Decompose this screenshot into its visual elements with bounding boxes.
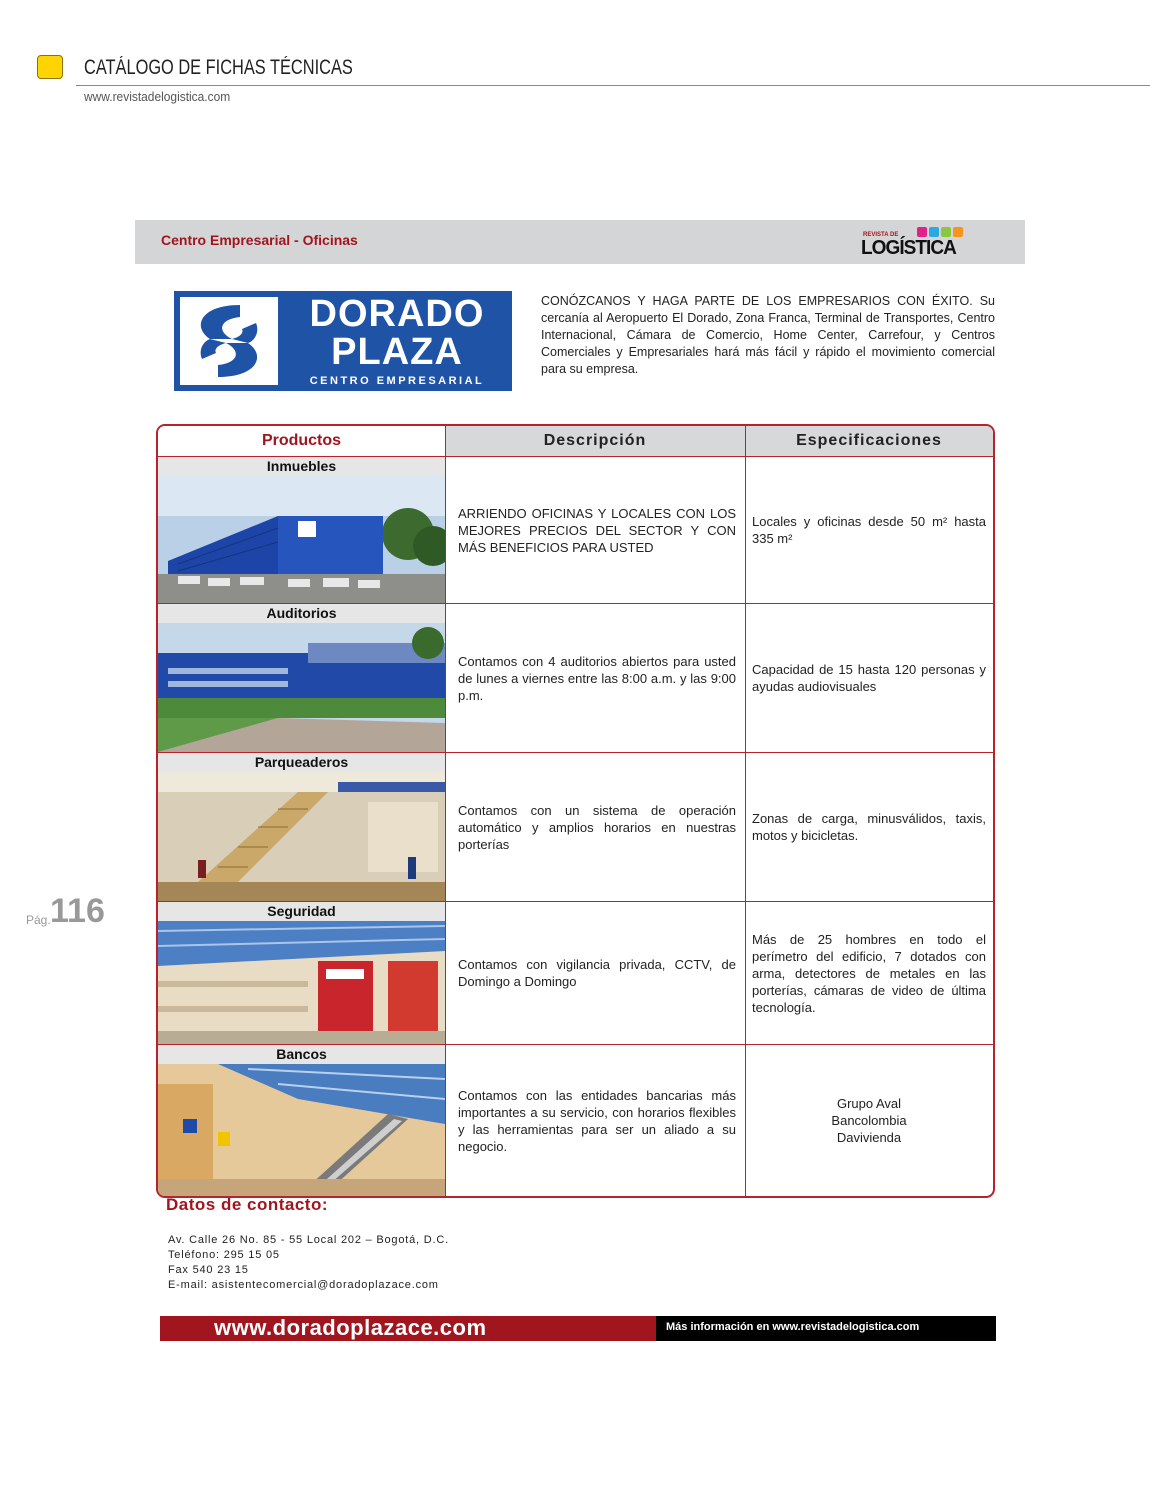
magazine-logo-small: REVISTA DE — [863, 232, 899, 238]
building-photo — [158, 476, 445, 603]
magazine-logo — [861, 226, 981, 260]
contact-fax: Fax 540 23 15 — [168, 1264, 249, 1276]
auditorium-photo — [158, 623, 445, 752]
spec-cell: Capacidad de 15 hasta 120 personas y ayudas audiovisuales — [752, 662, 986, 694]
contact-phone: Teléfono: 295 15 05 — [168, 1249, 280, 1261]
logo-name-line1: DORADO — [309, 293, 485, 335]
bank-name: Grupo Aval — [836, 1096, 902, 1111]
product-label: Parqueaderos — [158, 753, 445, 772]
catalog-title: CATÁLOGO DE FICHAS TÉCNICAS — [84, 56, 353, 79]
product-label: Inmuebles — [158, 457, 445, 476]
s-swirl-icon — [180, 297, 278, 385]
spec-cell: Zonas de carga, minusválidos, taxis, motos y bicicletas. — [752, 811, 986, 843]
header-divider — [76, 85, 1150, 86]
header-descripcion: Descripción — [445, 426, 745, 456]
description-cell: ARRIENDO OFICINAS Y LOCALES CON LOS MEJORES PRECIOS DEL SECTOR Y CON MÁS BENEFICIOS PARA USTED — [458, 505, 736, 555]
description-cell: Contamos con 4 auditorios abiertos para usted de lunes a viernes entre las 8:00 a.m. y las 9:00 p.m. — [458, 653, 736, 703]
website-link[interactable]: www.doradoplazace.com — [214, 1315, 487, 1340]
contact-address: Av. Calle 26 No. 85 - 55 Local 202 – Bogotá, D.C. — [168, 1234, 449, 1246]
section-band — [135, 220, 1025, 264]
bank-name: Bancolombia — [831, 1113, 907, 1128]
column-divider — [445, 426, 446, 1196]
table-row — [158, 457, 445, 603]
logo-name-line2: PLAZA — [331, 331, 463, 373]
spec-cell: Locales y oficinas desde 50 m² hasta 335 m² — [752, 514, 986, 546]
contact-title: Datos de contacto: — [166, 1195, 329, 1214]
product-label: Seguridad — [158, 902, 445, 921]
header-productos: Productos — [158, 426, 445, 456]
header-url[interactable]: www.revistadelogistica.com — [84, 89, 231, 104]
table-row — [158, 753, 445, 901]
dorado-plaza-logo — [174, 291, 512, 391]
logo-emblem — [180, 297, 278, 385]
header-especificaciones: Especificaciones — [745, 426, 993, 456]
logo-square-icon — [917, 227, 927, 237]
description-cell: Contamos con un sistema de operación automático y amplios horarios en nuestras porterías — [458, 802, 736, 852]
logo-square-icon — [929, 227, 939, 237]
website-bar — [160, 1316, 656, 1341]
products-table — [156, 424, 995, 1198]
spec-cell: Más de 25 hombres en todo el perímetro del edificio, 7 dotados con arma, detectores de metales en las porterías, cámaras de video de última tecnología. — [752, 931, 986, 1015]
table-row — [158, 604, 445, 752]
contact-email[interactable]: E-mail: asistentecomercial@doradoplazace.com — [168, 1279, 439, 1291]
table-row — [158, 1045, 445, 1196]
banks-photo — [158, 1064, 445, 1196]
description-cell: Contamos con vigilancia privada, CCTV, de Domingo a Domingo — [458, 957, 736, 989]
more-info-bar — [656, 1316, 996, 1341]
section-title: Centro Empresarial - Oficinas — [161, 232, 358, 248]
header-marker — [37, 55, 63, 79]
page-number: 116 — [50, 892, 105, 930]
product-label: Auditorios — [158, 604, 445, 623]
security-photo — [158, 921, 445, 1044]
bank-name: Davivienda — [836, 1130, 902, 1145]
logo-square-icon — [953, 227, 963, 237]
spec-cell — [752, 1045, 986, 1196]
description-cell: Contamos con las entidades bancarias más importantes a su servicio, con horarios flexibles y las herramientas para ser un aliado a su negocio. — [458, 1087, 736, 1154]
company-intro: CONÓZCANOS Y HAGA PARTE DE LOS EMPRESARIOS CON ÉXITO. Su cercanía al Aeropuerto El Dorado, Zona Franca, Terminal de Transportes, Centro Internacional, Cámara de Comercio, Home Center, Carrefour, y Centros Comerciales y Empresariales hará más fácil y rápido el movimiento comercial para su empresa. — [541, 294, 995, 376]
logo-square-icon — [941, 227, 951, 237]
page-label: Pág. — [26, 913, 51, 927]
table-row — [158, 902, 445, 1044]
product-label: Bancos — [158, 1045, 445, 1064]
column-divider — [745, 426, 746, 1196]
parking-photo — [158, 772, 445, 901]
logo-tagline: CENTRO EMPRESARIAL — [309, 375, 485, 387]
more-info-text[interactable]: Más información en www.revistadelogistica.com — [666, 1321, 920, 1333]
magazine-logo-big: LOGÍSTICA — [861, 237, 956, 259]
